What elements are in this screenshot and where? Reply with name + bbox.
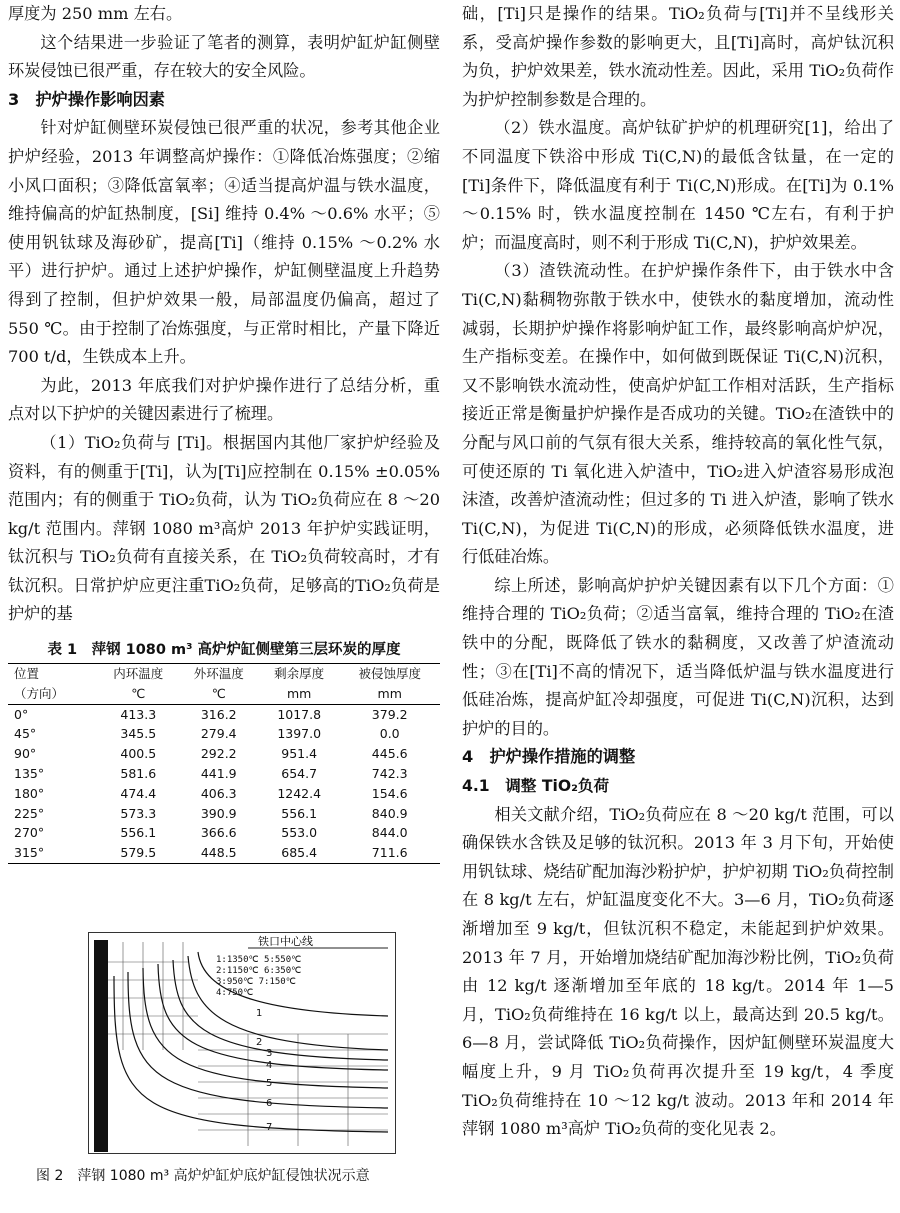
- table-cell: 1242.4: [277, 785, 322, 801]
- table-row: [8, 804, 440, 824]
- table-header-cell: 内环温度: [113, 666, 164, 682]
- table-cell: 573.3: [120, 805, 157, 821]
- paragraph-tio2-load: （1）TiO₂负荷与 [Ti]。根据国内其他厂家护炉经验及资料，有的侧重于[Ti]，认为[Ti]应控制在 0.15% ±0.05% 范围内；有的侧重于 TiO₂负荷，认为 TiO₂负荷应在 8 ～20 kg/t 范围内。萍钢 1080 m³高炉 2013 年护炉实践证明，钛沉积与 TiO₂负荷有直接关系，在 TiO₂负荷较高时，才有钛沉积。日常护炉应更注重TiO₂负荷，足够高的TiO₂负荷是护炉的基: [8, 432, 440, 624]
- table-cell: 406.3: [200, 785, 237, 801]
- table-cell: 448.5: [200, 845, 237, 861]
- table-1-caption: 表 1 萍钢 1080 m³ 高炉炉缸侧壁第三层环炭的厚度: [47, 642, 401, 659]
- table-cell: 279.4: [200, 726, 237, 742]
- table-cell: 413.3: [120, 706, 157, 722]
- shell-wall: [94, 940, 108, 1152]
- legend-line: 1:1350℃ 5:550℃: [216, 955, 302, 965]
- table-cell: 0°: [14, 706, 29, 722]
- table-unit-cell: （方向）: [8, 684, 98, 704]
- table-row: [8, 724, 440, 744]
- paragraph-slag-fluidity: （3）渣铁流动性。在护炉操作条件下，由于铁水中含 Ti(C,N)黏稠物弥散于铁水中，使铁水的黏度增加，流动性减弱，长期护炉操作将影响炉缸工作，最终影响高炉炉况，生产指标变差。在操作中，如何做到既保证 Ti(C,N)沉积，又不影响铁水流动性，使高炉炉缸工作相对活跃，生产指标接近正常是衡量护炉操作是否成功的关键。TiO₂在渣铁中的分配与风口前的气氛有很大关系，维持较高的氧化性气氛，可使还原的 Ti 氧化进入炉渣中，TiO₂进入炉渣容易形成泡沫渣，改善炉渣流动性；但过多的 Ti 进入炉渣，影响了铁水 Ti(C,N)，为促进 Ti(C,N)的形成，必须降低铁水温度，进行低硅冶炼。: [462, 261, 894, 567]
- table-cell: 654.7: [281, 766, 318, 782]
- table-cell: 445.6: [371, 746, 408, 762]
- paragraph-tio2-adjustment: 相关文献介绍，TiO₂负荷应在 8 ～20 kg/t 范围，可以确保铁水含铁及足够的钛沉积。2013 年 3 月下旬，开始使用钒钛球、烧结矿配加海沙粉护炉，护炉初期 TiO₂负荷控制在 8 kg/t 左右，炉缸温度变化不大。3—6 月，TiO₂负荷逐渐增加至 9 kg/t，但钛沉积不稳定，未能起到护炉效果。2013 年 7 月，开始增加烧结矿配加海沙粉比例，TiO₂负荷由 12 kg/t 逐渐增加至年底的 18 kg/t。2014 年 1—5 月，TiO₂负荷维持在 16 kg/t 以上，最高达到 20.5 kg/t。6—8 月，尝试降低 TiO₂负荷操作，因炉缸侧壁环炭温度大幅度上升，9 月 TiO₂负荷再次提升至 19 kg/t，4 季度 TiO₂负荷维持在 10 ～12 kg/t 波动。2013 年和 2014 年萍钢 1080 m³高炉 TiO₂负荷的变化见表 2。: [462, 804, 894, 1139]
- table-cell: 556.1: [281, 805, 318, 821]
- table-cell: 0.0: [379, 726, 400, 742]
- table-header-cell: 位置: [14, 666, 40, 682]
- table-header-cell: 外环温度: [193, 666, 244, 682]
- table-cell: 581.6: [120, 766, 157, 782]
- table-cell: 951.4: [281, 746, 318, 762]
- centerline-label: 铁口中心线: [258, 935, 313, 948]
- table-cell: 844.0: [371, 825, 408, 841]
- table-row: [8, 843, 440, 863]
- paragraph-operation-adjustment: 针对炉缸侧壁环炭侵蚀已很严重的状况，参考其他企业护炉经验，2013 年调整高炉操作：①降低冶炼强度；②缩小风口面积；③降低富氧率；④适当提高炉温与铁水温度，维持偏高的炉缸热制度，[Si] 维持 0.4% ～0.6% 水平；⑤使用钒钛球及海砂矿，提高[Ti]（维持 0.15% ～0.2% 水平）进行护炉。通过上述护炉操作，炉缸侧壁温度上升趋势得到了控制，但护炉效果一般，局部温度仍偏高，超过了 550 ℃。由于控制了冶炼强度，与正常时相比，产量下降近 700 t/d，生铁成本上升。: [8, 118, 440, 367]
- section-heading-3: 3 护炉操作影响因素: [8, 89, 165, 109]
- table-cell: 711.6: [371, 845, 408, 861]
- table-unit-row: [8, 684, 440, 704]
- table-header-cell: 剩余厚度: [274, 666, 325, 682]
- table-row: [8, 744, 440, 764]
- table-cell: 135°: [14, 766, 45, 782]
- left-column: [8, 0, 440, 864]
- table-cell: 441.9: [200, 766, 237, 782]
- figure-2-caption: 图 2 萍钢 1080 m³ 高炉炉缸炉底炉缸侵蚀状况示意: [36, 1168, 370, 1184]
- right-column: [462, 0, 894, 1144]
- table-cell: 742.3: [371, 766, 408, 782]
- table-cell: 379.2: [371, 706, 408, 722]
- figure-2-erosion-diagram: [88, 932, 396, 1154]
- paragraph-key-factors-summary: 综上所述，影响高炉护炉关键因素有以下几个方面：①维持合理的 TiO₂负荷；②适当富氧，维持合理的 TiO₂在渣铁中的分配，既降低了铁水的黏稠度，又改善了炉渣流动性；③在[Ti]不高的情况下，适当降低炉温与铁水温度进行低硅冶炼，提高炉缸冷却强度，可促进 Ti(C,N)沉积，达到护炉的目的。: [462, 575, 894, 738]
- table-unit-cell: mm: [259, 684, 339, 704]
- table-unit-cell: ℃: [179, 684, 259, 704]
- table-cell: 553.0: [281, 825, 318, 841]
- table-cell: 292.2: [200, 746, 237, 762]
- table-cell: 225°: [14, 805, 45, 821]
- table-1: [8, 663, 440, 864]
- table-row: [8, 784, 440, 804]
- table-cell: 180°: [14, 785, 45, 801]
- table-cell: 556.1: [120, 825, 157, 841]
- curve-label: 3: [266, 1048, 273, 1059]
- table-row: [8, 764, 440, 784]
- table-cell: 390.9: [200, 805, 237, 821]
- table-cell: 400.5: [120, 746, 157, 762]
- table-row: [8, 823, 440, 843]
- table-cell: 840.9: [371, 805, 408, 821]
- curve-label: 4: [266, 1060, 273, 1071]
- table-cell: 1397.0: [277, 726, 322, 742]
- table-cell: 579.5: [120, 845, 157, 861]
- table-unit-cell: mm: [339, 684, 440, 704]
- table-header-row: [8, 664, 440, 684]
- table-unit-cell: ℃: [98, 684, 178, 704]
- curve-label: 1: [256, 1008, 263, 1019]
- table-cell: 474.4: [120, 785, 157, 801]
- table-cell: 316.2: [200, 706, 237, 722]
- table-1-body: [8, 704, 440, 863]
- section-heading-4: 4 护炉操作措施的调整: [462, 747, 636, 767]
- paragraph-summary-analysis: 为此，2013 年底我们对护炉操作进行了总结分析，重点对以下护炉的关键因素进行了梳理。: [8, 375, 440, 424]
- legend-line: 2:1150℃ 6:350℃: [216, 966, 302, 976]
- table-cell: 1017.8: [277, 706, 322, 722]
- curve-label: 6: [266, 1098, 273, 1109]
- table-cell: 345.5: [120, 726, 157, 742]
- table-cell: 315°: [14, 845, 45, 861]
- paragraph-conclusion: 这个结果进一步验证了笔者的测算，表明炉缸炉缸侧壁环炭侵蚀已很严重，存在较大的安全风险。: [8, 32, 440, 81]
- table-header-cell: 被侵蚀厚度: [358, 666, 421, 682]
- table-cell: 366.6: [200, 825, 237, 841]
- table-cell: 685.4: [281, 845, 318, 861]
- paragraph-iron-temperature: （2）铁水温度。高炉钛矿护炉的机理研究[1]，给出了不同温度下铁浴中形成 Ti(C,N)的最低含钛量，在一定的[Ti]条件下，降低温度有利于 Ti(C,N)形成。在[Ti]为 0.1% ～0.15% 时，铁水温度控制在 1450 ℃左右，有利于护炉；而温度高时，则不利于形成 Ti(C,N)，护炉效果差。: [462, 118, 894, 252]
- table-cell: 45°: [14, 726, 37, 742]
- table-cell: 90°: [14, 746, 37, 762]
- table-row: [8, 704, 440, 724]
- legend-line: 4:750℃: [216, 988, 254, 998]
- subsection-heading-4-1: 4.1 调整 TiO₂负荷: [462, 777, 610, 796]
- curve-label: 5: [266, 1078, 273, 1089]
- curve-label: 2: [256, 1037, 263, 1048]
- table-cell: 270°: [14, 825, 45, 841]
- legend-line: 3:950℃ 7:150℃: [216, 977, 296, 987]
- table-cell: 154.6: [371, 785, 408, 801]
- paragraph-continuation-right: 础，[Ti]只是操作的结果。TiO₂负荷与[Ti]并不呈线形关系，受高炉操作参数的影响更大，且[Ti]高时，高炉钛沉积为负，护炉效果差，铁水流动性差。因此，采用 TiO₂负荷作为护炉控制参数是合理的。: [462, 4, 894, 109]
- curve-label: 7: [266, 1122, 273, 1133]
- paragraph-continuation: 厚度为 250 mm 左右。: [8, 4, 183, 23]
